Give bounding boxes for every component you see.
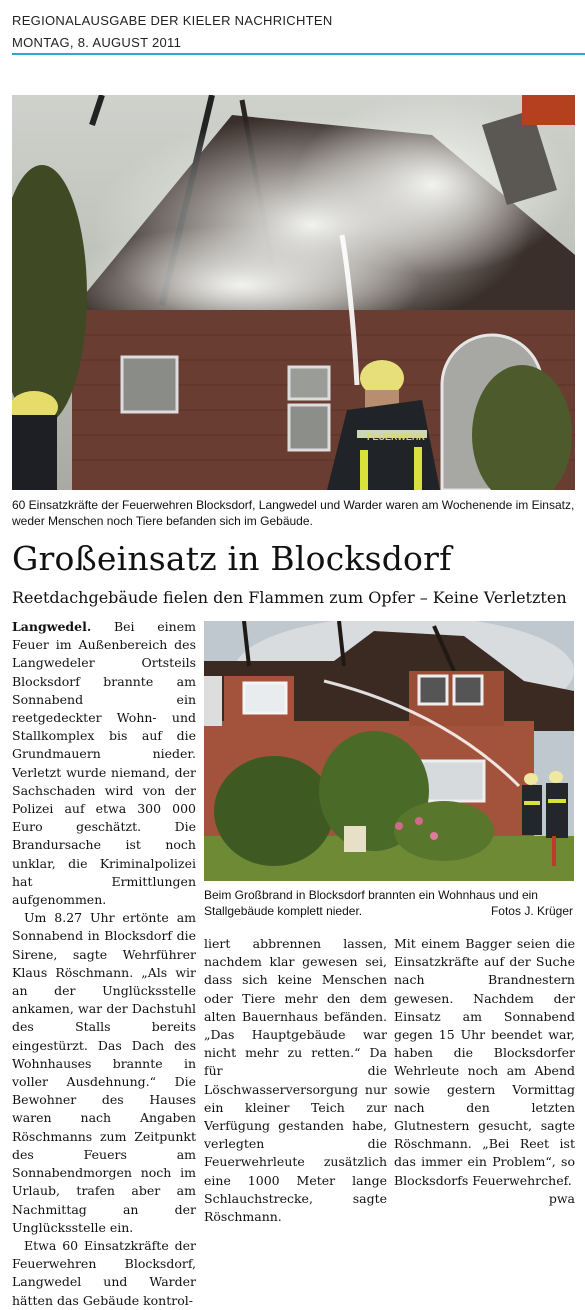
- photo-fire-top: [12, 95, 575, 490]
- paragraph-1: [12, 618, 196, 909]
- jacket-label: FEUERWEHR: [367, 432, 425, 442]
- photo-credit: Fotos J. Krüger: [490, 904, 573, 918]
- paragraph-2: Um 8.27 Uhr ertönte am Sonnabend in Blocksdorf die Sirene, sagte Wehrführer Klaus Röschmann. „Als wir an der Unglücksstelle ankamen, war der Dachstuhl des Stalls bereits eingestürzt. Das Dach des Wohnhauses brannte in voller Ausdehnung.“ Die Bewohner des Hauses waren nach Angaben Röschmanns zum Zeitpunkt des Feuers am Sonnabendmorgen noch im Urlaub, trafen aber am Nachmittag an der Unglücksstelle ein.: [12, 910, 196, 1235]
- subheadline: Reetdachgebäude fielen den Flammen zum Opfer – Keine Verletzten: [12, 588, 567, 607]
- edition-title: REGIONALAUSGABE DER KIELER NACHRICHTEN: [12, 13, 333, 28]
- edition-date: MONTAG, 8. AUGUST 2011: [12, 35, 182, 50]
- article-column-3: [394, 935, 575, 1208]
- article-column-2: [204, 935, 387, 1226]
- photo-mid-caption: Beim Großbrand in Blocksdorf brannten ein Wohnhaus und ein Stallgebäude komplett nieder.: [204, 888, 538, 918]
- edition-header: [12, 10, 333, 54]
- author-signature: pwa: [548, 1190, 575, 1206]
- photo-fire-house: [204, 621, 574, 881]
- paragraph-1-text: Bei einem Feuer im Außenbereich des Langwedeler Ortsteils Blocksdorf brannte am Sonnabend ein reetgedeckter Wohn- und Stallkomplex bis auf die Grundmauern nieder. Verletzt wurde niemand, der Sachschaden wird von der Polizei auf etwa 300 000 Euro geschätzt. Die Brandursache ist noch unklar, die Kriminalpolizei hat Ermittlungen aufgenommen.: [12, 619, 196, 908]
- article-column-1: [12, 618, 196, 1310]
- paragraph-4: liert abbrennen lassen, nachdem klar gewesen sei, dass sich keine Menschen oder Tiere mehr den dem alten Bauernhaus befänden. „Das Hauptgebäude war nicht mehr zu retten.“ Da für die Löschwasserversorgung nur ein kleiner Teich zur Verfügung gestanden habe, verlegten die Feuerwehrleute zusätzlich eine 1000 Meter lange Schlauchstrecke, sagte Röschmann.: [204, 936, 387, 1225]
- header-rule: [12, 53, 585, 55]
- dateline: Langwedel.: [12, 619, 92, 634]
- paragraph-5: Mit einem Bagger seien die Einsatzkräfte auf der Suche nach Brandnestern gewesen. Nachdem der Einsatz am Sonnabend gegen 15 Uhr beendet war, haben die Blocksdorfer Wehrleute noch am Abend sowie gestern Vormittag nach den letzten Glutnestern gesucht, sagte Röschmann. „Bei Reet ist das immer ein Problem“, so Blocksdorfs Feuerwehrchef.: [394, 936, 575, 1188]
- paragraph-3: Etwa 60 Einsatzkräfte der Feuerwehren Blocksdorf, Langwedel und Warder hätten das Gebäude kontrol-: [12, 1237, 196, 1308]
- photo-top-caption: 60 Einsatzkräfte der Feuerwehren Blocksdorf, Langwedel und Warder waren am Wochenende im Einsatz, weder Menschen noch Tiere befanden sich im Gebäude.: [12, 498, 575, 528]
- headline: Großeinsatz in Blocksdorf: [12, 539, 452, 578]
